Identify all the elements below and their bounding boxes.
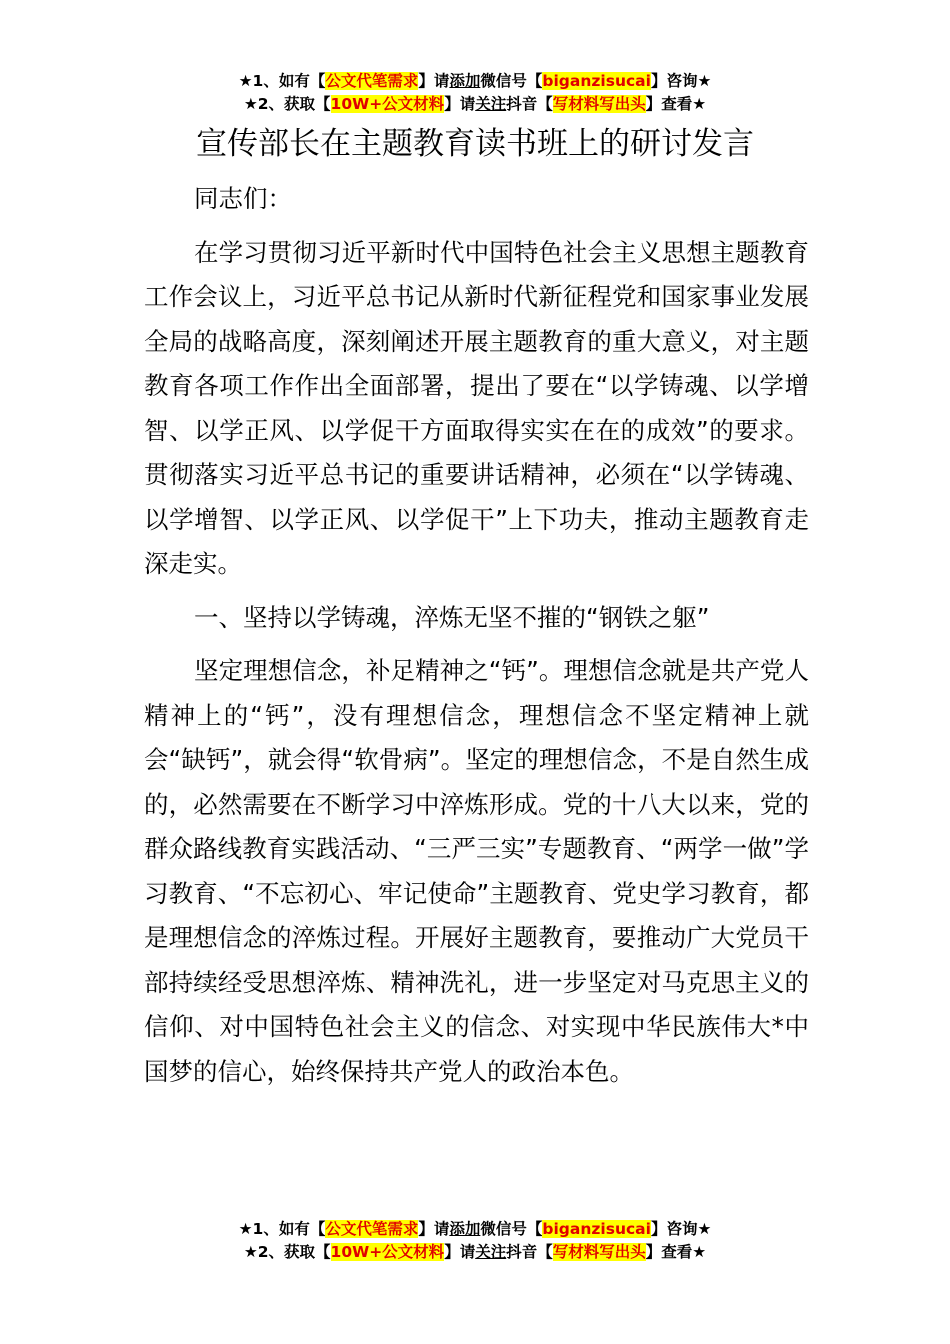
promo-banner-bottom xyxy=(0,1218,950,1264)
promo-line-2 xyxy=(0,93,950,116)
promo-highlight: 写材料写出头 xyxy=(552,1243,646,1261)
promo-text: 】查看★ xyxy=(645,1243,707,1261)
promo-text: 】咨询★ xyxy=(650,1220,712,1238)
promo-text: 】请 xyxy=(444,1243,476,1261)
salutation: 同志们： xyxy=(194,184,292,213)
promo-underline: 添加 xyxy=(449,72,481,90)
promo-text: ★1、如有【 xyxy=(238,72,326,90)
promo-underline: 添加 xyxy=(449,1220,481,1238)
promo-highlight: 写材料写出头 xyxy=(552,95,646,113)
paragraph: 坚定理想信念，补足精神之“钙”。理想信念就是共产党人精神上的“钙”，没有理想信念，理想信念不坚定精神上就会“缺钙”，就会得“软骨病”。坚定的理想信念，不是自然生成的，必然需要在不断学习中淬炼形成。党的十八大以来，党的群众路线教育实践活动、“三严三实”专题教育、“两学一做”学习教育、“不忘初心、牢记使命”主题教育、党史学习教育，都是理想信念的淬炼过程。开展好主题教育，要推动广大党员干部持续经受思想淬炼、精神洗礼，进一步坚定对马克思主义的信仰、对中国特色社会主义的信念、对实现中华民族伟大*中国梦的信心，始终保持共产党人的政治本色。 xyxy=(144,656,809,1086)
document-title: 宣传部长在主题教育读书班上的研讨发言 xyxy=(196,126,754,162)
promo-text: 】请 xyxy=(418,72,450,90)
promo-text: 微信号【 xyxy=(480,72,543,90)
document-body xyxy=(144,177,809,1094)
promo-banner-top xyxy=(0,70,950,116)
promo-text: ★2、获取【 xyxy=(243,95,331,113)
promo-line-1 xyxy=(0,1218,950,1241)
section-heading: 一、坚持以学铸魂，淬炼无坚不摧的“钢铁之躯” xyxy=(194,602,710,632)
promo-line-1 xyxy=(0,70,950,93)
promo-highlight: 10W+公文材料 xyxy=(330,95,445,113)
promo-highlight: 公文代笔需求 xyxy=(325,72,419,90)
paragraph: 在学习贯彻习近平新时代中国特色社会主义思想主题教育工作会议上，习近平总书记从新时代新征程党和国家事业发展全局的战略高度，深刻阐述开展主题教育的重大意义，对主题教育各项工作作出全面部署，提出了要在“以学铸魂、以学增智、以学正风、以学促干方面取得实实在在的成效”的要求。贯彻落实习近平总书记的重要讲话精神，必须在“以学铸魂、以学增智、以学正风、以学促干”上下功夫，推动主题教育走深走实。 xyxy=(144,237,809,578)
promo-highlight: 10W+公文材料 xyxy=(330,1243,445,1261)
promo-text: 微信号【 xyxy=(480,1220,543,1238)
promo-highlight: 公文代笔需求 xyxy=(325,1220,419,1238)
promo-text: 】查看★ xyxy=(645,95,707,113)
promo-underline: 关注 xyxy=(475,1243,507,1261)
promo-text: 】请 xyxy=(444,95,476,113)
promo-text: ★2、获取【 xyxy=(243,1243,331,1261)
promo-highlight: biganzisucai xyxy=(542,1220,651,1238)
promo-text: ★1、如有【 xyxy=(238,1220,326,1238)
promo-text: 】咨询★ xyxy=(650,72,712,90)
promo-text: 】请 xyxy=(418,1220,450,1238)
promo-line-2 xyxy=(0,1241,950,1264)
promo-text: 抖音【 xyxy=(506,1243,553,1261)
promo-highlight: biganzisucai xyxy=(542,72,651,90)
promo-text: 抖音【 xyxy=(506,95,553,113)
promo-underline: 关注 xyxy=(475,95,507,113)
